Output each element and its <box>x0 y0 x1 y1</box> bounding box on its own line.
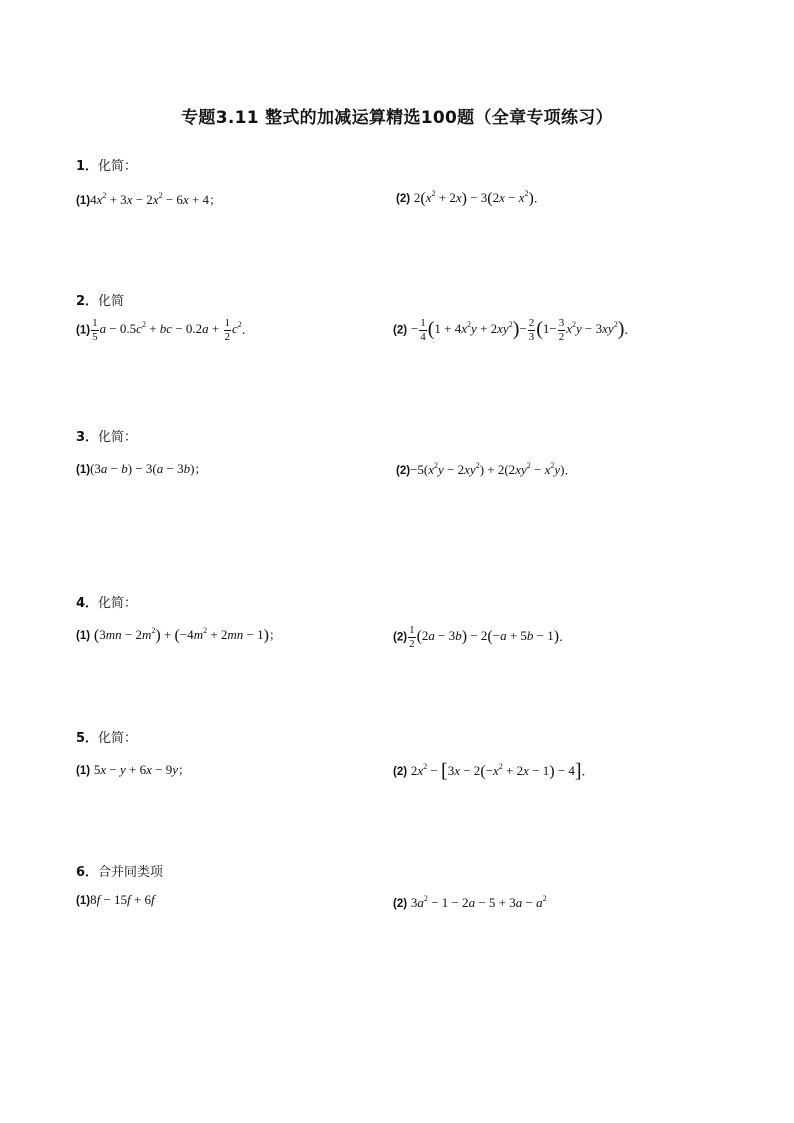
question-6-part-2 <box>393 895 547 911</box>
question-number: 6． <box>76 865 99 880</box>
question-2-heading <box>76 290 124 309</box>
question-1-part-1: $(1)4x^2 + 3x - 2x^2 - 6x + 4$； <box>76 191 222 207</box>
expression: $\frac{1}{5}$ $a - 0.5c^2$ + bc − 0.2a + $\frac{1}{2}$ $c^2$ <box>92 317 242 343</box>
question-2-part-2: (2) − $\frac{1}{4}$ $(1 + 4x^2y + 2xy^2)-$ $\frac{2}{3}$ (1− $\frac{3}{2}$ $x^2y - 3xy^2$)． <box>393 317 637 343</box>
expression: $2x^2 - [3x - 2(-x^2 + 2x - 1) - 4]$ <box>410 760 582 782</box>
question-6-heading <box>76 861 163 880</box>
expression: $\frac{1}{2}$ (2a − 3b) − 2(−a + 5b − 1) <box>409 624 560 650</box>
expression: $(3mn - 2m^2) + (-4m^2 + 2mn - 1)$ <box>93 626 269 644</box>
question-instruction: 合并同类项 <box>98 865 164 880</box>
part-label: (2) <box>393 766 408 778</box>
part-label: (1) <box>76 765 91 777</box>
question-3-part-1: (1)(3a − b) − 3(a − 3b)； <box>76 461 207 476</box>
question-4-heading <box>76 592 137 611</box>
question-2-part-1: (1) $\frac{1}{5}$ $a - 0.5c^2$ + bc − 0.2a + $\frac{1}{2}$ $c^2$． <box>76 317 254 343</box>
question-4-part-1: (1) $(3mn - 2m^2) + (-4m^2 + 2mn - 1)$； <box>76 626 281 644</box>
expression: (3a − b) − 3(a − 3b) <box>90 461 195 476</box>
part-label: (2) <box>393 324 408 337</box>
question-number: 4． <box>76 596 99 611</box>
question-4-part-2: (2) $\frac{1}{2}$ (2a − 3b) − 2(−a + 5b − 1)． <box>393 624 572 650</box>
question-number: 5． <box>76 731 99 746</box>
question-5-heading <box>76 727 137 746</box>
question-3-part-2: $(2)-5(x^2y - 2xy^2) + 2(2xy^2 - x^2y)$． <box>396 461 577 477</box>
part-label: (1) <box>76 895 91 907</box>
question-number: 1． <box>76 159 99 174</box>
expression: 8f − 15f + 6f <box>90 892 155 907</box>
part-label: (2) <box>393 631 408 644</box>
question-5-part-2: (2) $2x^2 - [3x - 2(-x^2 + 2x - 1) - 4]$． <box>393 760 594 782</box>
question-1-part-2: (2) $2(x^2 + 2x) - 3(2x - x^2)$． <box>396 189 546 207</box>
part-label: (2) <box>393 898 408 910</box>
question-3-heading <box>76 426 137 445</box>
part-label: (2) <box>396 193 411 205</box>
expression: 5x − y + 6x − 9y <box>93 762 179 777</box>
expression: $-5(x^2y - 2xy^2) + 2(2xy^2 - x^2y)$ <box>410 461 565 477</box>
question-number: 2． <box>76 294 99 309</box>
part-label: (1) <box>76 195 91 207</box>
expression: $4x^2 + 3x - 2x^2 - 6x + 4$ <box>90 191 210 207</box>
part-label: (2) <box>396 465 411 477</box>
part-label: (1) <box>76 324 91 337</box>
question-1-heading <box>76 155 137 174</box>
expression: − $\frac{1}{4}$ $(1 + 4x^2y + 2xy^2)-$ $\frac{2}{3}$ (1− $\frac{3}{2}$ $x^2y - 3xy^2$) <box>410 317 625 343</box>
part-label: (1) <box>76 464 91 476</box>
expression: $2(x^2 + 2x) - 3(2x - x^2)$ <box>413 189 534 207</box>
question-number: 3． <box>76 430 99 445</box>
part-label: (1) <box>76 630 91 642</box>
question-5-part-1: (1) 5x − y + 6x − 9y； <box>76 762 191 777</box>
page-title: 专题3.11 整式的加减运算精选100题（全章专项练习） <box>181 108 613 128</box>
question-6-part-1 <box>76 893 155 908</box>
expression: $3a^2 - 1 - 2a - 5 + 3a - a^2$ <box>410 894 547 910</box>
question-instruction: 化简： <box>98 430 138 445</box>
question-instruction: 化简 <box>98 294 125 309</box>
question-instruction: 化简： <box>98 159 138 174</box>
question-instruction: 化简： <box>98 731 138 746</box>
question-instruction: 化简： <box>98 596 138 611</box>
